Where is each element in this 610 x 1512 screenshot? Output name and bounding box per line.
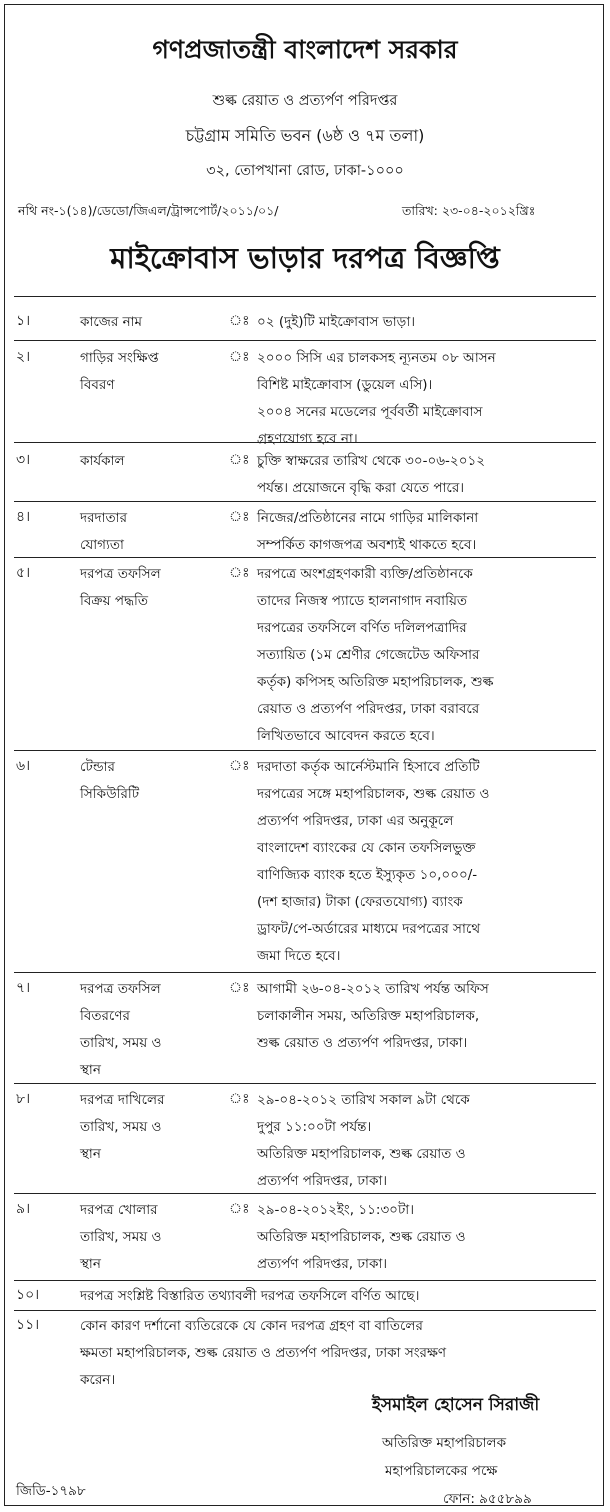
- label-line: স্থান: [80, 1062, 101, 1078]
- government-heading: গণপ্রজাতন্ত্রী বাংলাদেশ সরকার: [152, 35, 458, 64]
- desc-line: প্রত্যর্পণ পরিদপ্তর, ঢাকা।: [257, 1173, 388, 1189]
- label-line: দরপত্র তফসিল: [80, 981, 161, 997]
- desc-line: ড্রাফট/পে-অর্ডারের মাধ্যমে দরপত্রের সাথে: [257, 921, 481, 937]
- label-line: দরপত্র তফসিল: [80, 566, 161, 582]
- desc-line: রেয়াত ও প্রত্যর্পণ পরিদপ্তর, ঢাকা বরাবরে: [257, 701, 480, 717]
- desc-line: চলাকালীন সময়, অতিরিক্ত মহাপরিচালক,: [257, 1008, 480, 1024]
- signatory-designation: অতিরিক্ত মহাপরিচালক: [382, 1435, 507, 1451]
- item-label: [80, 505, 205, 559]
- label-line: দরপত্র খোলার: [80, 1202, 158, 1218]
- note-text: [80, 1313, 592, 1394]
- colon: ঃ: [229, 980, 250, 996]
- item-number: ১০।: [16, 1287, 40, 1303]
- label-line: তারিখ, সময় ও: [80, 1229, 162, 1245]
- desc-line: বিশিষ্ট মাইক্রোবাস (ডুয়েল এসি)।: [257, 377, 433, 393]
- label-line: কাজের নাম: [80, 314, 143, 330]
- desc-line: পর্যন্ত। প্রয়োজনে বৃদ্ধি করা যেতে পারে।: [257, 480, 465, 496]
- divider: [14, 557, 596, 558]
- desc-line: দরপত্রের তফসিলে বর্ণিত দলিলপত্রাদির: [257, 620, 467, 636]
- item-description: [257, 1087, 587, 1195]
- desc-line: চুক্তি স্বাক্ষরের তারিখ থেকে ৩০-০৬-২০১২: [257, 453, 486, 469]
- item-label: [80, 448, 205, 475]
- note-line: করেন।: [80, 1372, 116, 1388]
- item-label: [80, 309, 205, 336]
- desc-line: (দশ হাজার) টাকা (ফেরতযোগ্য) ব্যাংক: [257, 894, 463, 910]
- desc-line: জমা দিতে হবে।: [257, 948, 341, 964]
- desc-line: গ্রহণযোগ্য হবে না।: [257, 431, 358, 447]
- item-description: [257, 505, 587, 559]
- label-line: স্থান: [80, 1146, 101, 1162]
- item-description: [257, 448, 587, 502]
- desc-line: ২০০০ সিসি এর চালকসহ ন্যূনতম ০৮ আসন: [257, 350, 496, 366]
- label-line: বিবরণ: [80, 377, 115, 393]
- desc-line: অতিরিক্ত মহাপরিচালক, শুল্ক রেয়াত ও: [257, 1146, 466, 1162]
- divider: [14, 1280, 596, 1281]
- gd-number: জিডি-১৭৯৮: [16, 1483, 86, 1499]
- signatory-phone: ফোন: ৯৫৫৮৯৯: [443, 1491, 532, 1507]
- department-name: শুল্ক রেয়াত ও প্রত্যর্পণ পরিদপ্তর: [212, 93, 398, 109]
- divider: [14, 442, 596, 443]
- item-number: ৭।: [16, 980, 31, 996]
- desc-line: লিখিতভাবে আবেদন করতে হবে।: [257, 728, 435, 744]
- colon: ঃ: [229, 509, 250, 525]
- label-line: দরদাতার: [80, 510, 127, 526]
- item-number: ২।: [16, 349, 31, 365]
- item-number: ৬।: [16, 758, 31, 774]
- divider: [14, 1193, 596, 1194]
- label-line: যোগ্যতা: [80, 537, 124, 553]
- desc-line: ২৯-০৪-২০১২ইং, ১১:৩০টা।: [257, 1202, 415, 1218]
- memo-date: তারিখ: ২৩-০৪-২০১২খ্রিঃ: [402, 203, 536, 218]
- colon: ঃ: [229, 313, 250, 329]
- desc-line: বাণিজ্যিক ব্যাংক হতে ইস্যুকৃত ১০,০০০/-: [257, 867, 478, 883]
- desc-line: ২৯-০৪-২০১২ তারিখ সকাল ৯টা থেকে: [257, 1092, 470, 1108]
- item-label: [80, 561, 205, 615]
- desc-line: কর্তৃক) কপিসহ অতিরিক্ত মহাপরিচালক, শুল্ক: [257, 674, 494, 690]
- memo-number: নথি নং-১(১৪)/ডেডো/জিএল/ট্রান্সপোর্ট/২০১১/০১/: [18, 203, 279, 218]
- building-name: চট্টগ্রাম সমিতি ভবন (৬ষ্ঠ ও ৭ম তলা): [185, 126, 425, 145]
- desc-line: প্রত্যর্পণ পরিদপ্তর, ঢাকা এর অনুকূলে: [257, 813, 454, 829]
- item-description: [257, 345, 587, 453]
- desc-line: অতিরিক্ত মহাপরিচালক, শুল্ক রেয়াত ও: [257, 1229, 466, 1245]
- item-number: ৫।: [16, 565, 31, 581]
- desc-line: দুপুর ১১:০০টা পর্যন্ত।: [257, 1119, 372, 1135]
- colon: ঃ: [229, 758, 250, 774]
- office-address: ৩২, তোপখানা রোড, ঢাকা-১০০০: [206, 163, 404, 179]
- desc-line: দরপত্রের সঙ্গে মহাপরিচালক, শুল্ক রেয়াত ও: [257, 786, 490, 802]
- divider: [14, 501, 596, 502]
- item-number: ৮।: [16, 1091, 31, 1107]
- divider: [14, 296, 596, 297]
- label-line: স্থান: [80, 1256, 101, 1272]
- item-number: ৩।: [16, 452, 31, 468]
- item-number: ১১।: [16, 1317, 40, 1333]
- label-line: বিক্রয় পদ্ধতি: [80, 593, 148, 609]
- label-line: টেন্ডার: [80, 759, 115, 775]
- desc-line: দরদাতা কর্তৃক আর্নেস্টমানি হিসাবে প্রতিটি: [257, 759, 480, 775]
- label-line: তারিখ, সময় ও: [80, 1119, 162, 1135]
- item-description: [257, 1197, 587, 1278]
- divider: [14, 972, 596, 973]
- desc-line: ০২ (দুই)টি মাইক্রোবাস ভাড়া।: [257, 314, 416, 330]
- divider: [14, 1310, 596, 1311]
- signatory-behalf: মহাপরিচালকের পক্ষে: [385, 1463, 498, 1479]
- label-line: গাড়ির সংক্ষিপ্ত: [80, 350, 159, 366]
- colon: ঃ: [229, 349, 250, 365]
- desc-line: ২০০৪ সনের মডেলের পূর্ববর্তী মাইক্রোবাস: [257, 404, 483, 420]
- notice-title: মাইক্রোবাস ভাড়ার দরপত্র বিজ্ঞপ্তি: [110, 241, 500, 275]
- item-number: ৯।: [16, 1201, 31, 1217]
- label-line: বিতরণের: [80, 1008, 130, 1024]
- colon: ঃ: [229, 1091, 250, 1107]
- note-line: দরপত্র সংশ্লিষ্ট বিস্তারিত তথ্যাবলী দরপত্র তফসিলে বর্ণিত আছে।: [80, 1288, 420, 1304]
- desc-line: শুল্ক রেয়াত ও প্রত্যর্পণ পরিদপ্তর, ঢাকা।: [257, 1035, 468, 1051]
- desc-line: বাংলাদেশ ব্যাংকের যে কোন তফসিলভুক্ত: [257, 840, 476, 856]
- item-number: ১।: [16, 313, 31, 329]
- desc-line: নিজের/প্রতিষ্ঠানের নামে গাড়ির মালিকানা: [257, 510, 479, 526]
- desc-line: দরপত্রে অংশগ্রহণকারী ব্যক্তি/প্রতিষ্ঠানকে: [257, 566, 473, 582]
- label-line: তারিখ, সময় ও: [80, 1035, 162, 1051]
- divider: [14, 1083, 596, 1084]
- note-line: ক্ষমতা মহাপরিচালক, শুল্ক রেয়াত ও প্রত্যর্পণ পরিদপ্তর, ঢাকা সংরক্ষণ: [80, 1345, 447, 1361]
- divider: [14, 340, 596, 341]
- desc-line: প্রত্যর্পণ পরিদপ্তর, ঢাকা।: [257, 1256, 388, 1272]
- note-line: কোন কারণ দর্শানো ব্যতিরেকে যে কোন দরপত্র গ্রহণ বা বাতিলের: [80, 1318, 423, 1334]
- desc-line: সত্যায়িত (১ম শ্রেণীর গেজেটেড অফিসার: [257, 647, 480, 663]
- divider: [14, 750, 596, 751]
- item-label: [80, 345, 205, 399]
- item-label: [80, 976, 205, 1084]
- colon: ঃ: [229, 565, 250, 581]
- item-description: [257, 561, 587, 750]
- item-description: [257, 976, 587, 1057]
- item-description: [257, 754, 587, 970]
- label-line: কার্যকাল: [80, 453, 125, 469]
- note-text: [80, 1283, 592, 1310]
- item-label: [80, 1087, 205, 1168]
- signatory-name: ইসমাইল হোসেন সিরাজী: [372, 1395, 540, 1415]
- item-label: [80, 754, 205, 808]
- desc-line: আগামী ২৬-০৪-২০১২ তারিখ পর্যন্ত অফিস: [257, 981, 489, 997]
- colon: ঃ: [229, 452, 250, 468]
- desc-line: সম্পর্কিত কাগজপত্র অবশ্যই থাকতে হবে।: [257, 537, 477, 553]
- item-label: [80, 1197, 205, 1278]
- item-description: [257, 309, 587, 336]
- item-number: ৪।: [16, 509, 31, 525]
- label-line: দরপত্র দাখিলের: [80, 1092, 165, 1108]
- label-line: সিকিউরিটি: [80, 786, 140, 802]
- desc-line: তাদের নিজস্ব প্যাডে হালনাগাদ নবায়িত: [257, 593, 468, 609]
- colon: ঃ: [229, 1201, 250, 1217]
